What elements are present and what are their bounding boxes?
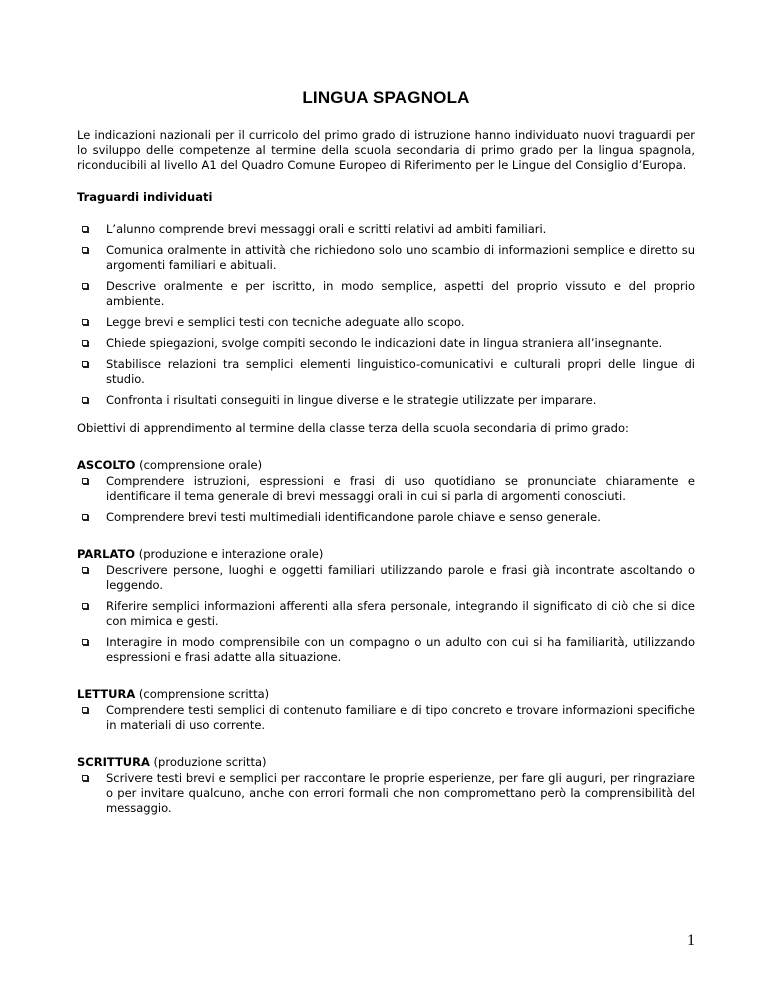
checkbox-square-bullet-icon — [82, 514, 88, 520]
checkbox-square-bullet-icon — [82, 707, 88, 713]
list-item-text: Comprendere brevi testi multimediali identificandone parole chiave e senso generale. — [106, 510, 601, 524]
checkbox-square-bullet-icon — [82, 775, 88, 781]
checkbox-square-bullet-icon — [82, 478, 88, 484]
section-title — [77, 687, 695, 702]
list-item-text: Descrive oralmente e per iscritto, in modo semplice, aspetti del proprio vissuto e del proprio ambiente. — [106, 279, 695, 308]
checkbox-square-bullet-icon — [82, 340, 88, 346]
section-list — [77, 771, 695, 816]
section-list — [77, 474, 695, 525]
page-title: LINGUA SPAGNOLA — [302, 88, 470, 107]
list-item-text: Comprendere testi semplici di contenuto familiare e di tipo concreto e trovare informazioni specifiche in materiali di uso corrente. — [106, 703, 695, 732]
list-item-text: Scrivere testi brevi e semplici per raccontare le proprie esperienze, per fare gli auguri, per ringraziare o per invitare qualcuno, anche con errori formali che non compromettano però la comprensibilità del messaggio. — [106, 771, 695, 815]
list-item — [77, 599, 695, 629]
list-item — [77, 563, 695, 593]
list-item — [77, 243, 695, 273]
list-item — [77, 510, 695, 525]
list-item-text: Interagire in modo comprensibile con un compagno o un adulto con cui si ha familiarità, utilizzando espressioni e frasi adatte alla situazione. — [106, 635, 695, 664]
section-ascolto — [77, 458, 695, 525]
document-body — [77, 88, 695, 822]
traguardi-list — [77, 222, 695, 408]
page-number: 1 — [687, 932, 695, 949]
section-subtitle: (produzione scritta) — [149, 755, 267, 769]
section-subtitle: (comprensione orale) — [135, 458, 263, 472]
section-keyword: LETTURA — [77, 687, 136, 701]
list-item-text: L’alunno comprende brevi messaggi orali e scritti relativi ad ambiti familiari. — [106, 222, 547, 236]
list-item — [77, 635, 695, 665]
checkbox-square-bullet-icon — [82, 567, 88, 573]
list-item — [77, 771, 695, 816]
list-item-text: Confronta i risultati conseguiti in lingue diverse e le strategie utilizzate per imparare. — [106, 393, 597, 407]
checkbox-square-bullet-icon — [82, 226, 88, 232]
checkbox-square-bullet-icon — [82, 319, 88, 325]
section-keyword: PARLATO — [77, 547, 136, 561]
section-parlato — [77, 547, 695, 665]
checkbox-square-bullet-icon — [82, 397, 88, 403]
list-item-text: Comunica oralmente in attività che richiedono solo uno scambio di informazioni semplice e diretto su argomenti familiari e abituali. — [106, 243, 695, 272]
list-item — [77, 393, 695, 408]
section-title — [77, 547, 695, 562]
section-subtitle: (comprensione scritta) — [135, 687, 270, 701]
list-item — [77, 336, 695, 351]
list-item — [77, 279, 695, 309]
list-item-text: Chiede spiegazioni, svolge compiti secondo le indicazioni date in lingua straniera all’insegnante. — [106, 336, 663, 350]
section-scrittura — [77, 755, 695, 816]
list-item-text: Legge brevi e semplici testi con tecniche adeguate allo scopo. — [106, 315, 465, 329]
traguardi-heading: Traguardi individuati — [77, 190, 213, 204]
section-lettura — [77, 687, 695, 733]
checkbox-square-bullet-icon — [82, 639, 88, 645]
checkbox-square-bullet-icon — [82, 361, 88, 367]
section-title — [77, 755, 695, 770]
list-item-text: Descrivere persone, luoghi e oggetti familiari utilizzando parole e frasi già incontrate ascoltando o leggendo. — [106, 563, 695, 592]
list-item — [77, 222, 695, 237]
section-title — [77, 458, 695, 473]
section-keyword: SCRITTURA — [77, 755, 150, 769]
list-item — [77, 315, 695, 330]
list-item — [77, 474, 695, 504]
checkbox-square-bullet-icon — [82, 283, 88, 289]
section-list — [77, 703, 695, 733]
list-item — [77, 357, 695, 387]
section-subtitle: (produzione e interazione orale) — [135, 547, 324, 561]
section-list — [77, 563, 695, 665]
obiettivi-intro: Obiettivi di apprendimento al termine della classe terza della scuola secondaria di primo grado: — [77, 421, 629, 435]
list-item — [77, 703, 695, 733]
checkbox-square-bullet-icon — [82, 247, 88, 253]
intro-paragraph: Le indicazioni nazionali per il curricolo del primo grado di istruzione hanno individuato nuovi traguardi per lo sviluppo delle competenze al termine della scuola secondaria di primo grado per la lingua spagnola, riconducibili al livello A1 del Quadro Comune Europeo di Riferimento per le Lingue del Consiglio d’Europa. — [77, 128, 695, 172]
list-item-text: Riferire semplici informazioni afferenti alla sfera personale, integrando il significato di ciò che si dice con mimica e gesti. — [106, 599, 695, 628]
checkbox-square-bullet-icon — [82, 603, 88, 609]
list-item-text: Comprendere istruzioni, espressioni e frasi di uso quotidiano se pronunciate chiaramente e identificare il tema generale di brevi messaggi orali in cui si parla di argomenti conosciuti. — [106, 474, 695, 503]
section-keyword: ASCOLTO — [77, 458, 136, 472]
list-item-text: Stabilisce relazioni tra semplici elementi linguistico-comunicativi e culturali propri delle lingue di studio. — [106, 357, 695, 386]
